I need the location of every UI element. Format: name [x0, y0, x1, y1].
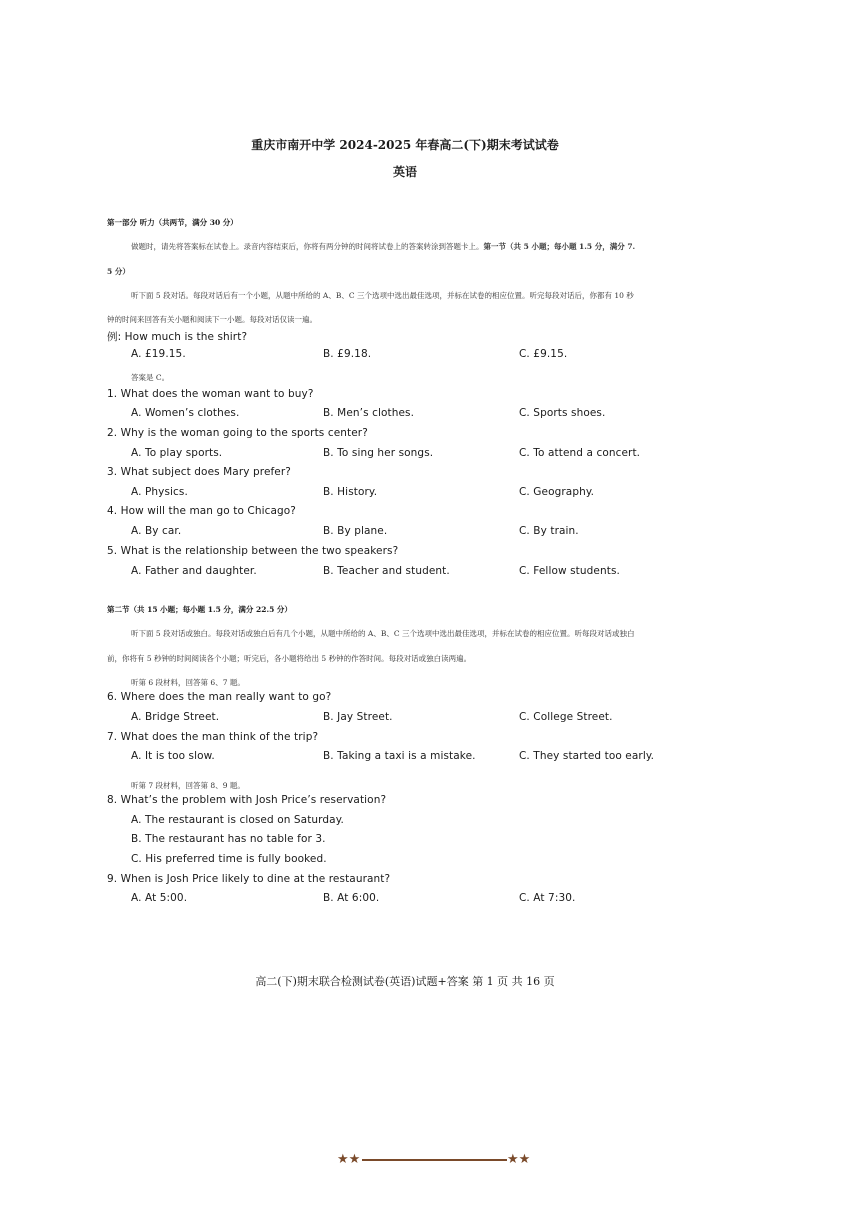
q5-option-a: A. Father and daughter. — [131, 565, 257, 577]
question-6: 6. Where does the man really want to go? — [107, 691, 332, 703]
star-icon: ★★ — [507, 1152, 531, 1167]
q3-option-b: B. History. — [323, 486, 378, 498]
part1-intro — [131, 241, 635, 252]
footer-ornament — [337, 1152, 532, 1168]
q1-option-c: C. Sports shoes. — [519, 407, 606, 419]
q1-option-a: A. Women’s clothes. — [131, 407, 240, 419]
question-7: 7. What does the man think of the trip? — [107, 731, 319, 743]
q2-option-c: C. To attend a concert. — [519, 447, 641, 459]
part1-section1-heading: 第一节（共 5 小题；每小题 1.5 分，满分 7. — [483, 242, 636, 251]
material-6-note: 听第 6 段材料，回答第 6、7 题。 — [131, 678, 245, 687]
question-5: 5. What is the relationship between the two speakers? — [107, 545, 399, 557]
part1-heading: 第一部分 听力（共两节，满分 30 分） — [107, 218, 238, 227]
q7-option-c: C. They started too early. — [519, 750, 655, 762]
example-option-b: B. £9.18. — [323, 348, 372, 360]
part1-intro-cont: 5 分） — [107, 267, 130, 276]
q1-option-b: B. Men’s clothes. — [323, 407, 415, 419]
q8-option-b: B. The restaurant has no table for 3. — [131, 833, 326, 845]
question-9: 9. When is Josh Price likely to dine at the restaurant? — [107, 873, 391, 885]
q2-option-a: A. To play sports. — [131, 447, 223, 459]
example-option-c: C. £9.15. — [519, 348, 568, 360]
material-7-note: 听第 7 段材料，回答第 8、9 题。 — [131, 781, 245, 790]
q6-option-a: A. Bridge Street. — [131, 711, 220, 723]
q9-option-a: A. At 5:00. — [131, 892, 188, 904]
q6-option-c: C. College Street. — [519, 711, 613, 723]
part2-heading: 第二节（共 15 小题；每小题 1.5 分，满分 22.5 分） — [107, 605, 292, 614]
star-icon: ★★ — [337, 1152, 361, 1167]
q5-option-c: C. Fellow students. — [519, 565, 620, 577]
example-option-a: A. £19.15. — [131, 348, 186, 360]
ornament-line — [362, 1159, 507, 1161]
q5-option-b: B. Teacher and student. — [323, 565, 450, 577]
subject-title: 英语 — [392, 165, 417, 179]
question-3: 3. What subject does Mary prefer? — [107, 466, 291, 478]
question-2: 2. Why is the woman going to the sports center? — [107, 427, 368, 439]
q9-option-c: C. At 7:30. — [519, 892, 576, 904]
q8-option-a: A. The restaurant is closed on Saturday. — [131, 814, 344, 826]
q3-option-c: C. Geography. — [519, 486, 595, 498]
page-title: 重庆市南开中学 2024-2025 年春高二(下)期末考试试卷 — [251, 138, 559, 152]
example-question: 例: How much is the shirt? — [107, 331, 248, 343]
q6-option-b: B. Jay Street. — [323, 711, 393, 723]
part2-instructions-2: 前，你将有 5 秒钟的时间阅读各个小题；听完后，各小题将给出 5 秒钟的作答时间。每段对话或独白读两遍。 — [107, 654, 472, 663]
example-answer: 答案是 C。 — [131, 373, 170, 382]
q3-option-a: A. Physics. — [131, 486, 188, 498]
part1-instructions-1: 听下面 5 段对话。每段对话后有一个小题，从题中所给的 A、B、C 三个选项中选出最佳选项，并标在试卷的相应位置。听完每段对话后，你都有 10 秒 — [131, 291, 634, 300]
question-8: 8. What’s the problem with Josh Price’s reservation? — [107, 794, 387, 806]
q4-option-a: A. By car. — [131, 525, 182, 537]
q4-option-c: C. By train. — [519, 525, 579, 537]
question-1: 1. What does the woman want to buy? — [107, 388, 314, 400]
part1-instructions-2: 钟的时间来回答有关小题和阅读下一小题。每段对话仅读一遍。 — [107, 315, 317, 324]
part1-intro-text: 做题时，请先将答案标在试卷上。录音内容结束后，你将有两分钟的时间将试卷上的答案转涂到答题卡上。 — [131, 242, 484, 251]
q8-option-c: C. His preferred time is fully booked. — [131, 853, 327, 865]
q4-option-b: B. By plane. — [323, 525, 388, 537]
q7-option-a: A. It is too slow. — [131, 750, 215, 762]
page-footer: 高二(下)期末联合检测试卷(英语)试题+答案 第 1 页 共 16 页 — [255, 975, 555, 988]
part2-instructions-1: 听下面 5 段对话或独白。每段对话或独白后有几个小题，从题中所给的 A、B、C 三个选项中选出最佳选项，并标在试卷的相应位置。听每段对话或独白 — [131, 629, 635, 638]
question-4: 4. How will the man go to Chicago? — [107, 505, 296, 517]
q7-option-b: B. Taking a taxi is a mistake. — [323, 750, 476, 762]
q2-option-b: B. To sing her songs. — [323, 447, 434, 459]
q9-option-b: B. At 6:00. — [323, 892, 380, 904]
